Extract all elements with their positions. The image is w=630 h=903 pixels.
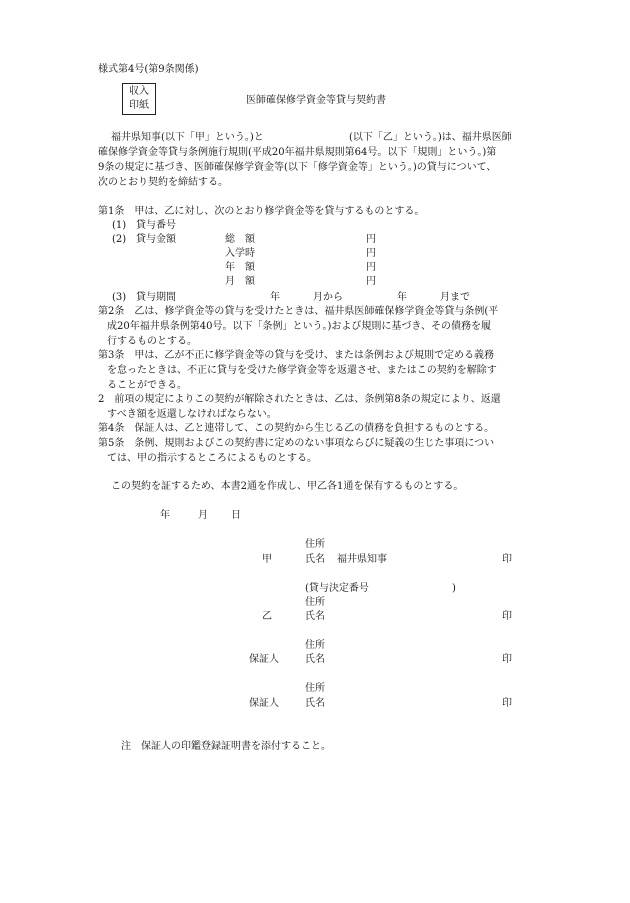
date-month: 月: [198, 510, 208, 521]
otsu-loan-number-close: ): [452, 583, 456, 594]
guarantor1-seal: 印: [502, 654, 512, 665]
item3-label: 貸与期間: [136, 292, 176, 303]
amount-total-label: 総 額: [225, 234, 255, 245]
guarantor2-seal: 印: [502, 698, 512, 709]
amount-entry-unit: 円: [366, 248, 376, 259]
amount-monthly-unit: 円: [366, 276, 376, 287]
otsu-loan-number-open: (貸与決定番号: [305, 583, 369, 594]
guarantor1-name-label: 氏名: [305, 654, 325, 665]
intro-line1: 福井県知事(以下「甲」という。)と: [111, 132, 264, 143]
guarantor1-label: 保証人: [249, 654, 279, 665]
article5-line2: ては、甲の指示するところによるものとする。: [107, 453, 317, 464]
ko-label: 甲: [262, 554, 272, 565]
stamp-label-line1: 収入: [129, 86, 149, 97]
amount-annual-label: 年 額: [225, 262, 255, 273]
ko-name-label: 氏名: [305, 554, 325, 565]
item1-label: 貸与番号: [136, 220, 176, 231]
closing-statement: この契約を証するため、本書2通を作成し、甲乙各1通を保有するものとする。: [111, 481, 464, 492]
intro-line2: 確保修学資金等貸与条例施行規則(平成20年福井県規則第64号。以下「規則」という。)第: [98, 147, 497, 158]
stamp-label-line2: 印紙: [129, 100, 149, 111]
article2-line2: 成20年福井県条例第40号。以下「条例」という。)および規則に基づき、その債務を履: [107, 321, 491, 332]
article5-line1: 第5条 条例、規則およびこの契約書に定めのない事項ならびに疑義の生じた事項につい: [98, 438, 495, 449]
intro-line4: 次のとおり契約を締結する。: [98, 177, 228, 188]
ko-seal: 印: [502, 554, 512, 565]
amount-total-unit: 円: [366, 234, 376, 245]
document-title: 医師確保修学資金等貸与契約書: [246, 95, 386, 106]
period-start-year: 年: [270, 292, 280, 303]
period-start-month: 月から: [313, 292, 343, 303]
footnote: 注 保証人の印鑑登録証明書を添付すること。: [121, 741, 331, 752]
otsu-label: 乙: [262, 611, 272, 622]
article2-line3: 行するものとする。: [107, 336, 197, 347]
item1-number: (1): [112, 220, 127, 231]
article4-line1: 第4条 保証人は、乙と連帯して、この契約から生じる乙の債務を負担するものとする。: [98, 423, 495, 434]
period-end-month: 月まで: [440, 292, 470, 303]
revenue-stamp-box: [122, 83, 156, 115]
amount-entry-label: 入学時: [225, 248, 255, 259]
form-number: 様式第4号(第9条関係): [98, 64, 199, 75]
intro-line1b: (以下「乙」という。)は、福井県医師: [349, 132, 512, 143]
date-day: 日: [231, 510, 241, 521]
otsu-address-label: 住所: [305, 597, 325, 608]
article2-line1: 第2条 乙は、修学資金等の貸与を受けたときは、福井県医師確保修学資金等貸与条例(平: [98, 306, 499, 317]
item3-number: (3): [112, 292, 127, 303]
amount-annual-unit: 円: [366, 262, 376, 273]
article3-line3: ることができる。: [107, 380, 187, 391]
article1-text: 第1条 甲は、乙に対し、次のとおり修学資金等を貸与するものとする。: [98, 206, 425, 217]
item2-label: 貸与金額: [136, 234, 176, 245]
guarantor1-address-label: 住所: [305, 640, 325, 651]
guarantor2-name-label: 氏名: [305, 698, 325, 709]
date-year: 年: [160, 510, 170, 521]
intro-line3: 9条の規定に基づき、医師確保修学資金等(以下「修学資金等」という。)の貸与について、: [98, 162, 497, 173]
article3-line2: を怠ったときは、不正に貸与を受けた修学資金等を返還させ、またはこの契約を解除す: [107, 365, 497, 376]
guarantor2-label: 保証人: [249, 698, 279, 709]
article3-p2-line2: すべき額を返還しなければならない。: [107, 409, 277, 420]
guarantor2-address-label: 住所: [305, 683, 325, 694]
article3-line1: 第3条 甲は、乙が不正に修学資金等の貸与を受け、または条例および規則で定める義務: [98, 350, 494, 361]
ko-name: 福井県知事: [337, 554, 387, 565]
item2-number: (2): [112, 234, 127, 245]
period-end-year: 年: [397, 292, 407, 303]
amount-monthly-label: 月 額: [225, 276, 255, 287]
otsu-seal: 印: [502, 611, 512, 622]
article3-p2-line1: 2 前項の規定によりこの契約が解除されたときは、乙は、条例第8条の規定により、返還: [98, 394, 501, 405]
otsu-name-label: 氏名: [305, 611, 325, 622]
ko-address-label: 住所: [305, 539, 325, 550]
